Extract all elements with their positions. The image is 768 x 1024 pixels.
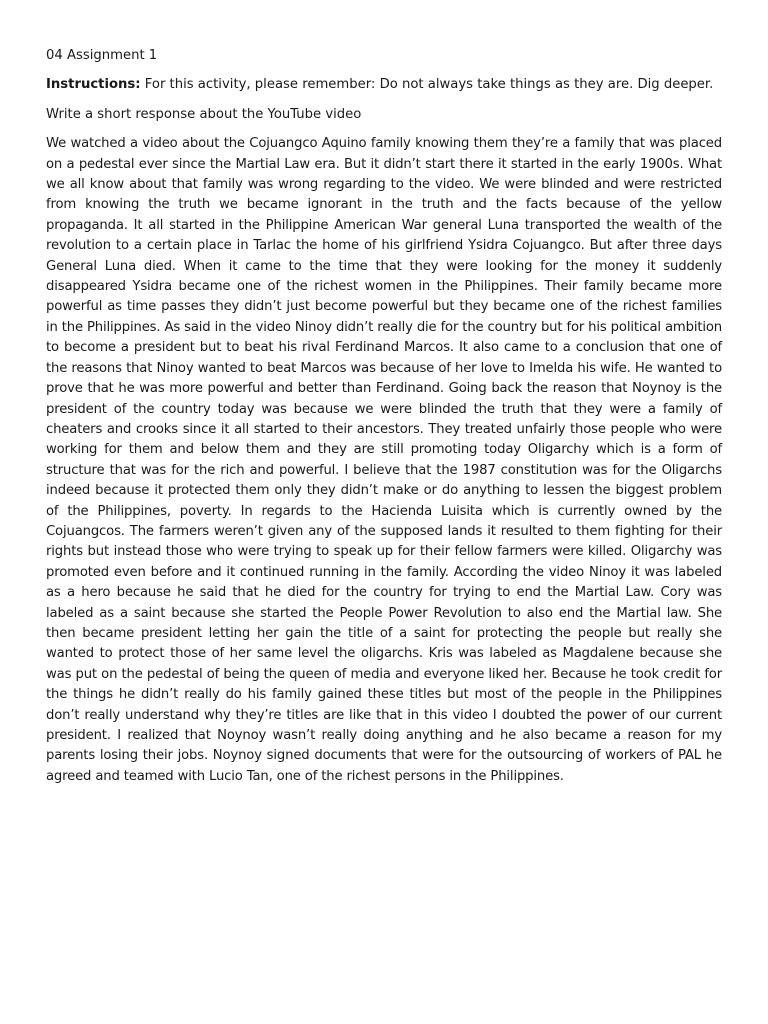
instructions-label: Instructions: <box>46 77 141 93</box>
prompt-line: Write a short response about the YouTube video <box>46 106 362 122</box>
assignment-heading: 04 Assignment 1 <box>46 48 158 63</box>
response-paragraph: We watched a video about the Cojuangco Aquino family knowing them they’re a family that was placed on a pedestal ever since the Martial Law era. But it didn’t start there it started in the early 1900s. What we all know about that family was wrong regarding to the video. We were blinded and were restricted from knowing the truth we became ignorant in the truth and the facts because of the yellow propaganda. It all started in the Philippine American War general Luna transported the wealth of the revolution to a certain place in Tarlac the home of his girlfriend Ysidra Cojuangco. But after three days General Luna died. When it came to the time that they were looking for the money it suddenly disappeared Ysidra became one of the richest women in the Philippines. Their family became more powerful as time passes they didn’t just become powerful but they became one of the richest families in the Philippines. As said in the video Ninoy didn’t really die for the country but for his political ambition to become a president but to beat his rival Ferdinand Marcos. It also came to a conclusion that one of the reasons that Ninoy wanted to beat Marcos was because of her love to Imelda his wife. He wanted to prove that he was more powerful and better than Ferdinand. Going back the reason that Noynoy is the president of the country today was because we were blinded the truth that they were a family of cheaters and crooks since it all started to their ancestors. They treated unfairly those people who were working for them and below them and they are still promoting today Oligarchy which is a form of structure that was for the rich and powerful. I believe that the 1987 constitution was for the Oligarchs indeed because it protected them only they didn’t make or do anything to lessen the biggest problem of the Philippines, poverty. In regards to the Hacienda Luisita which is currently owned by the Cojuangcos. The farmers weren’t given any of the supposed lands it resulted to them fighting for their rights but instead those who were trying to speak up for their fellow farmers were killed. Oligarchy was promoted even before and it continued running in the family. According the video Ninoy it was labeled as a hero because he said that he died for the country for trying to end the Martial Law. Cory was labeled as a saint because she started the People Power Revolution to also end the Martial law. She then became president letting her gain the title of a saint for protecting the people but really she wanted to protect those of her same level the oligarchs. Kris was labeled as Magdalene because she was put on the pedestal of being the queen of media and everyone liked her. Because he took credit for the things he didn’t really do his family gained these titles but most of the people in the Philippines don’t really understand why they’re titles are like that in this video I doubted the power of our current president. I realized that Noynoy wasn’t really doing anything and he also became a reason for my parents losing their jobs. Noynoy signed documents that were for the outsourcing of workers of PAL he agreed and teamed with Lucio Tan, one of the richest persons in the Philippines. <box>46 136 722 784</box>
instructions-line <box>46 75 722 95</box>
instructions-text: For this activity, please remember: Do not always take things as they are. Dig deeper. <box>140 77 714 93</box>
